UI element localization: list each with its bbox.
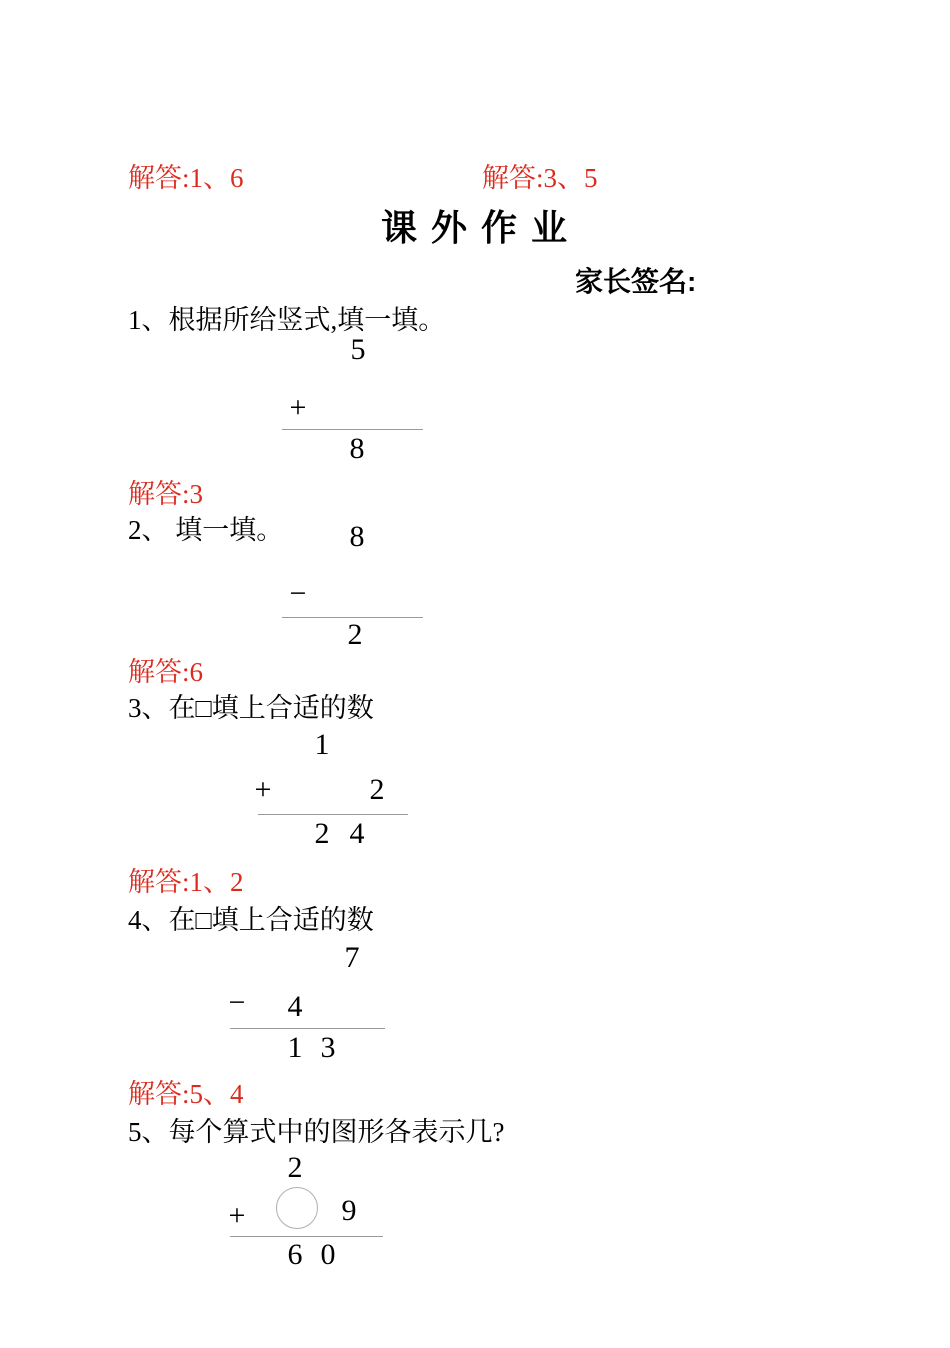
calc-result-tens: 6 xyxy=(287,1238,303,1271)
calc-result-ones: 0 xyxy=(320,1238,336,1271)
minus-operator: − xyxy=(289,577,307,610)
calc-operand: 4 xyxy=(287,990,303,1023)
page-title: 课 外 作 业 xyxy=(380,207,569,248)
sum-line xyxy=(230,1236,383,1237)
calc-result-tens: 1 xyxy=(287,1031,303,1064)
calc-result-ones: 3 xyxy=(320,1031,336,1064)
calc-top-number: 2 xyxy=(287,1151,303,1184)
problem-label: 3、在□填上合适的数 xyxy=(128,693,374,723)
minus-operator: − xyxy=(228,986,246,1019)
answer-text-top-left: 解答:1、6 xyxy=(128,163,244,193)
calc-operand: 2 xyxy=(369,773,385,806)
plus-operator: + xyxy=(289,391,307,424)
answer-text: 解答:6 xyxy=(128,657,204,687)
plus-operator: + xyxy=(228,1199,246,1232)
sum-line xyxy=(230,1028,385,1029)
problem-label: 1、根据所给竖式,填一填。 xyxy=(128,305,446,335)
sum-line xyxy=(258,814,408,815)
calc-top-number: 7 xyxy=(344,941,360,974)
calc-top-number: 1 xyxy=(314,728,330,761)
calc-result-ones: 4 xyxy=(349,817,365,850)
calc-result-ones: 2 xyxy=(347,618,363,651)
calc-result-tens: 2 xyxy=(314,817,330,850)
problem-label: 4、在□填上合适的数 xyxy=(128,905,374,935)
answer-text: 解答:3 xyxy=(128,479,204,509)
answer-text-top-right: 解答:3、5 xyxy=(482,163,598,193)
problem-label: 2、 填一填。 xyxy=(128,515,284,545)
plus-operator: + xyxy=(254,773,272,806)
answer-text: 解答:5、4 xyxy=(128,1079,244,1109)
calc-operand: 9 xyxy=(341,1194,357,1227)
problem-label: 5、每个算式中的图形各表示几? xyxy=(128,1117,505,1147)
calc-top-number: 5 xyxy=(350,333,366,366)
calc-result-ones: 8 xyxy=(349,432,365,465)
sum-line xyxy=(282,429,423,430)
answer-text: 解答:1、2 xyxy=(128,867,244,897)
calc-top-number: 8 xyxy=(349,520,365,553)
blank-circle-shape xyxy=(276,1187,318,1229)
parent-signature-label: 家长签名: xyxy=(575,266,697,297)
